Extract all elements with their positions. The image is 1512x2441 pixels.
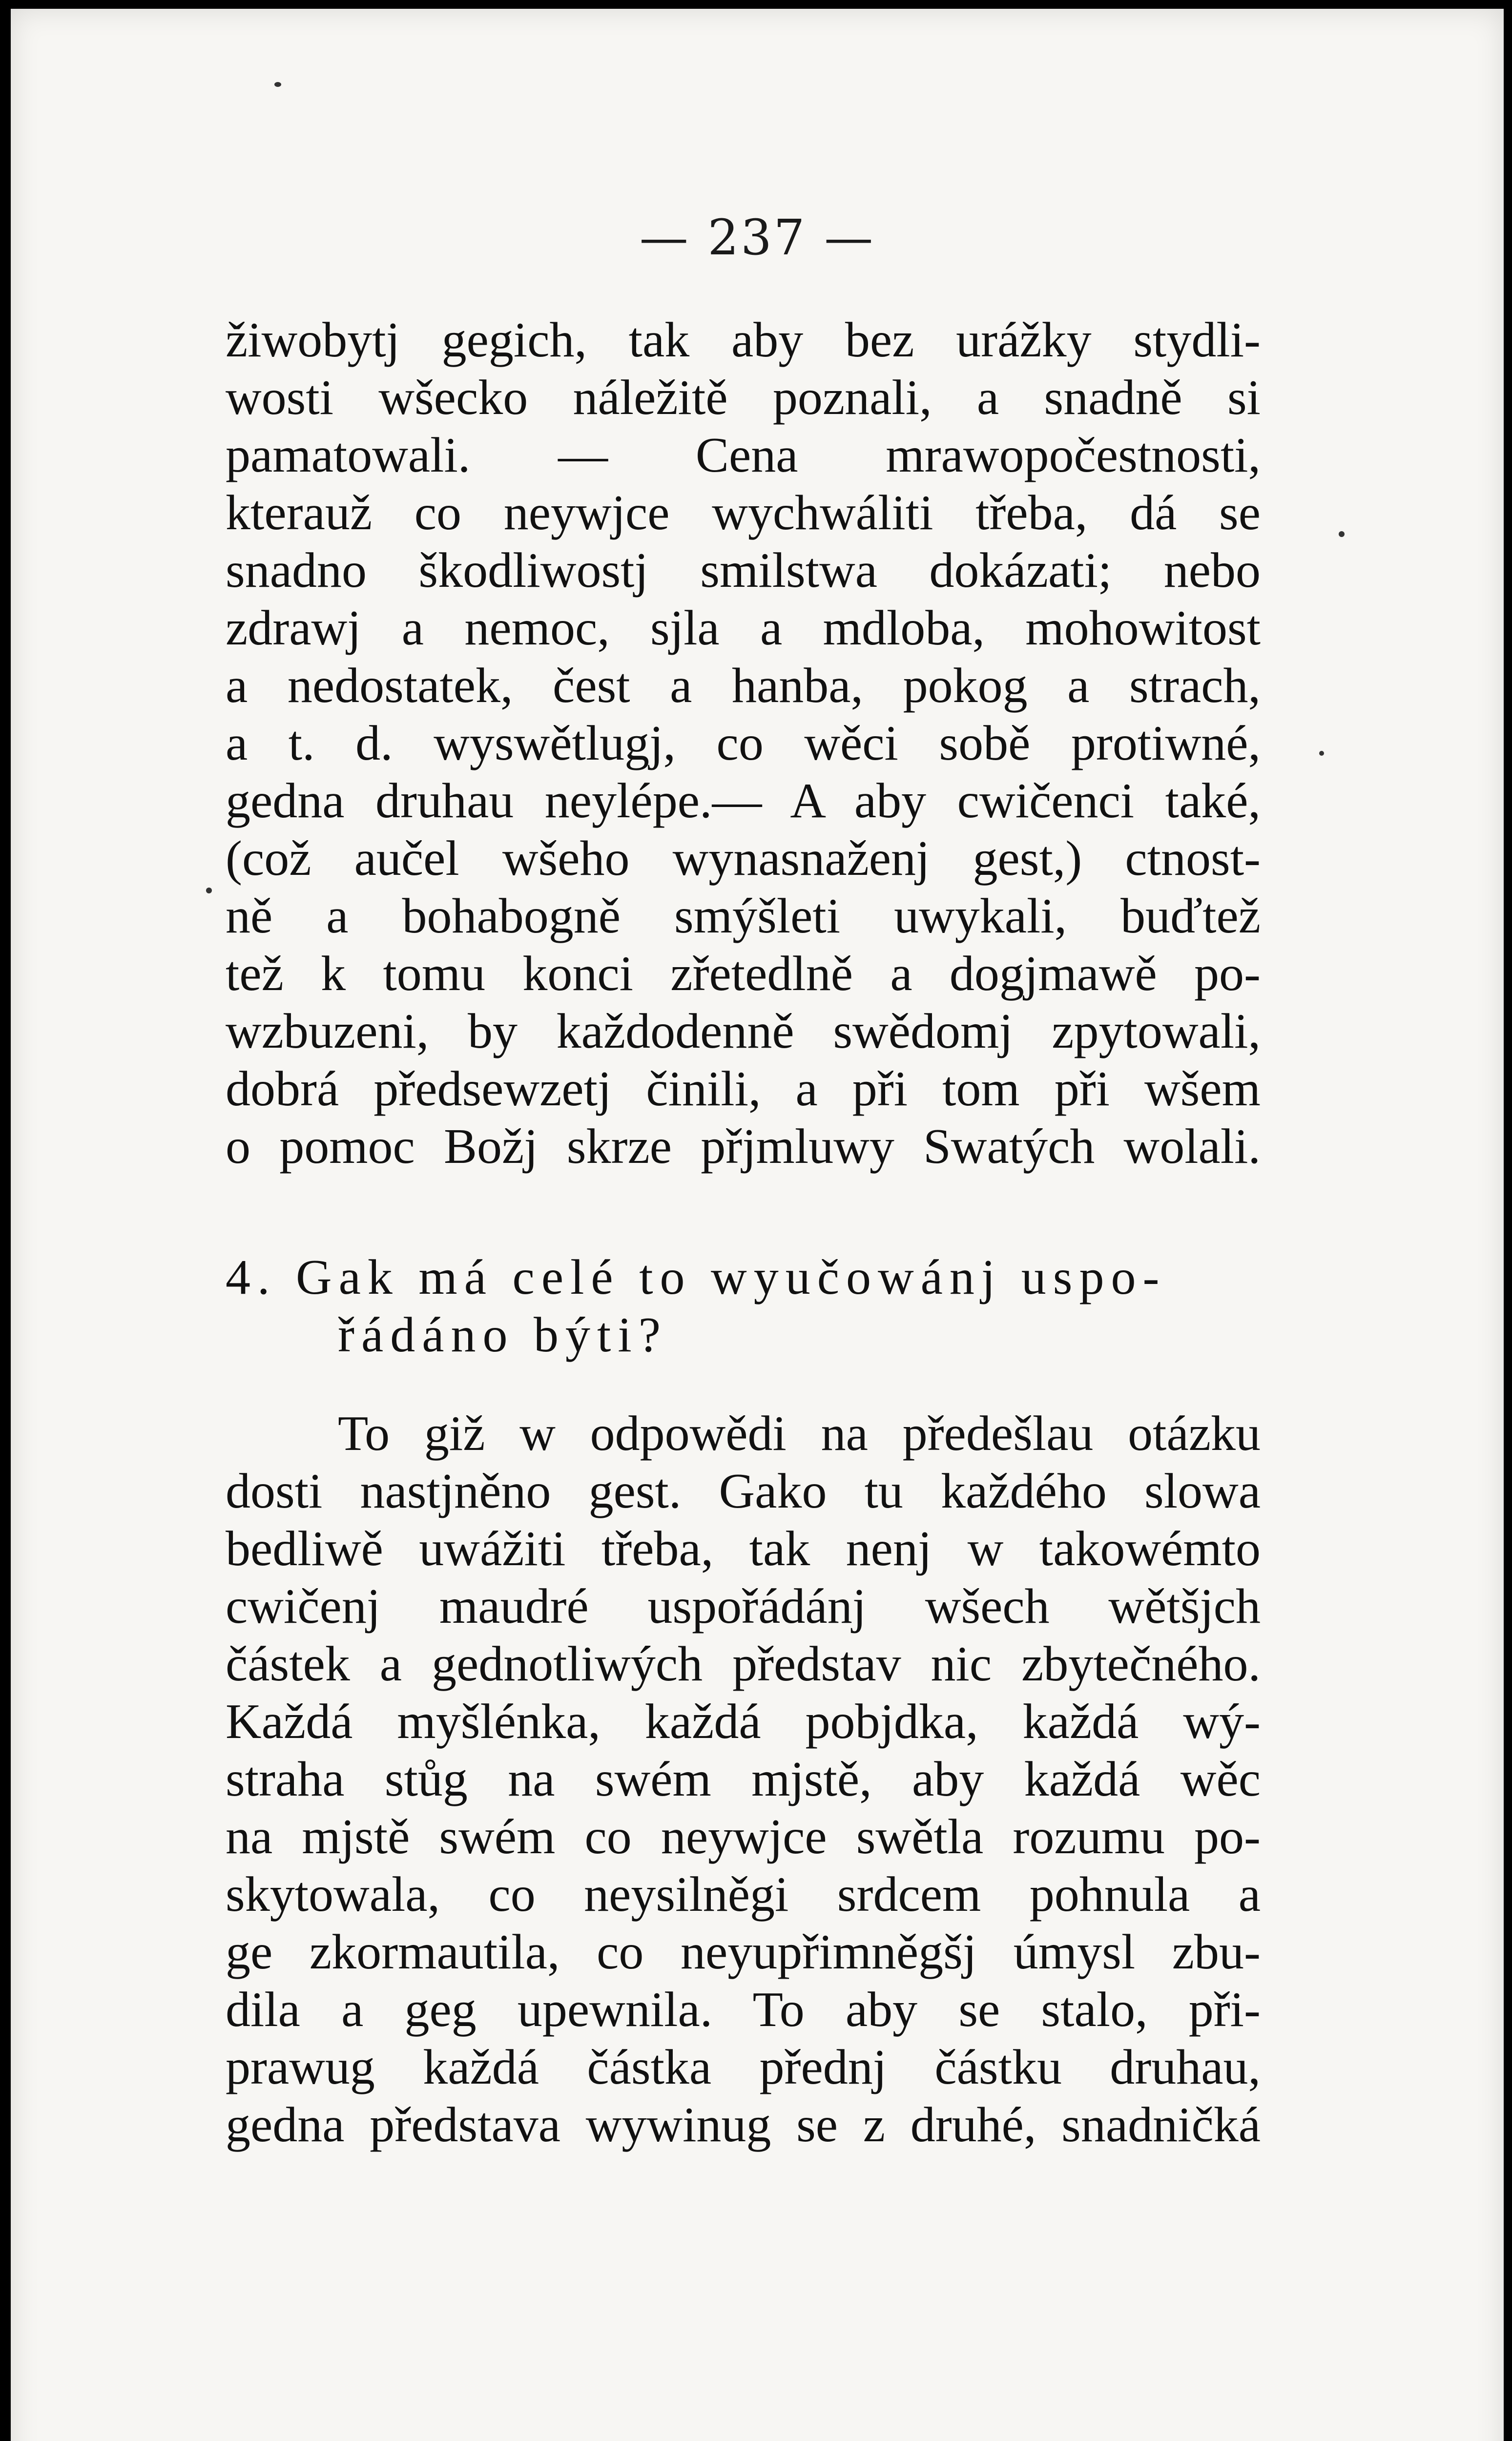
text-line: kterauž co neywjce wychwáliti třeba, dá se <box>226 485 1261 540</box>
dust-speck <box>1319 751 1324 756</box>
text-line: pamatowali. — Cena mrawopočestnosti, <box>226 428 1261 483</box>
section-heading-line-2: řádáno býti? <box>338 1307 667 1363</box>
text-line: snadno škodliwostj smilstwa dokázati; nebo <box>226 543 1261 598</box>
page-number: — 237 — <box>639 209 875 266</box>
text-line: dila a geg upewnila. To aby se stalo, při- <box>226 1982 1261 2037</box>
text-line: Každá myšlénka, každá pobjdka, každá wý- <box>226 1694 1261 1749</box>
text-line: ge zkormautila, co neyupřimněgšj úmysl zbu- <box>226 1924 1261 1980</box>
text-line: prawug každá částka přednj částku druhau, <box>226 2040 1261 2095</box>
dust-speck <box>1339 531 1345 537</box>
dust-speck <box>274 82 281 87</box>
text-line: částek a gednotliwých představ nic zbytečného. <box>226 1636 1261 1692</box>
dust-speck <box>206 888 212 893</box>
text-line: dobrá předsewzetj činili, a při tom při wšem <box>226 1061 1261 1117</box>
text-line: na mjstě swém co neywjce swětla rozumu po- <box>226 1809 1261 1864</box>
book-page <box>11 9 1504 2441</box>
text-line: wzbuzeni, by každodenně swědomj zpytowali, <box>226 1004 1261 1059</box>
text-line: a nedostatek, čest a hanba, pokog a strach, <box>226 658 1261 713</box>
text-line: o pomoc Božj skrze přjmluwy Swatých wolali. <box>226 1119 1261 1174</box>
text-line: bedliwě uwážiti třeba, tak nenj w takowémto <box>226 1521 1261 1576</box>
text-line: gedna představa wywinug se z druhé, snadničká <box>226 2097 1261 2152</box>
text-line: žiwobytj gegich, tak aby bez urážky stydli- <box>226 312 1261 368</box>
text-line: dosti nastjněno gest. Gako tu každého slowa <box>226 1464 1261 1519</box>
text-line: tež k tomu konci zřetedlně a dogjmawě po- <box>226 946 1261 1001</box>
text-line: cwičenj maudré uspořádánj wšech wětšjch <box>226 1579 1261 1634</box>
paragraph-1 <box>226 311 1261 1176</box>
section-heading <box>226 1249 1261 1364</box>
text-line: gedna druhau neylépe.— A aby cwičenci také, <box>226 773 1261 828</box>
text-line: To giž w odpowědi na předešlau otázku <box>338 1406 1261 1461</box>
text-line: a t. d. wyswětlugj, co wěci sobě protiwné, <box>226 716 1261 771</box>
section-heading-line-1: 4. Gak má celé to wyučowánj uspo- <box>226 1250 1166 1305</box>
text-line: skytowala, co neysilněgi srdcem pohnula a <box>226 1867 1261 1922</box>
paragraph-2 <box>226 1405 1261 2154</box>
text-line: (což aučel wšeho wynasnaženj gest,) ctnost- <box>226 831 1261 886</box>
text-line: straha stůg na swém mjstě, aby každá wěc <box>226 1752 1261 1807</box>
text-line: zdrawj a nemoc, sjla a mdloba, mohowitost <box>226 600 1261 656</box>
text-line: ně a bohabogně smýšleti uwykali, buďtež <box>226 889 1261 944</box>
text-line: wosti wšecko náležitě poznali, a snadně si <box>226 370 1261 425</box>
